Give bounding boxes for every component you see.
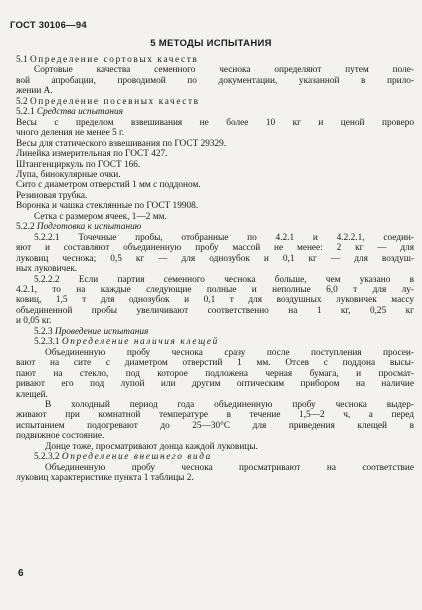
text-line: Объединенную пробу чеснока сразу после поступления просеи- bbox=[45, 347, 414, 358]
text-line: Лупа, бинокулярные очки. bbox=[16, 169, 121, 180]
heading-5-2-1 bbox=[16, 107, 414, 117]
text-line: Объединенную пробу чеснока просматривают на соответствие bbox=[45, 462, 414, 473]
heading-5-2-3-1-num: 5.2.3.1 bbox=[34, 337, 60, 348]
heading-5-2-num: 5.2 bbox=[16, 96, 28, 107]
text-line: яют и составляют объединенную пробу массой не менее: 2 кг — для bbox=[16, 243, 414, 254]
heading-5-2-2 bbox=[16, 222, 414, 232]
text-line: Линейка измерительная по ГОСТ 427. bbox=[16, 149, 168, 160]
heading-5-2-3 bbox=[16, 327, 414, 337]
text-line: ковиц, 1,5 т для однозубок и 0,1 т для воздушных луковичек массу bbox=[16, 295, 414, 306]
section-title: 5 МЕТОДЫ ИСПЫТАНИЯ bbox=[150, 38, 272, 49]
heading-5-1 bbox=[16, 55, 414, 65]
text-line: объединенной пробы увеличивают соответственно на 1 кг, 0,25 кг bbox=[16, 305, 414, 316]
text-line: Донце тоже, просматривают донца каждой луковицы. bbox=[45, 441, 258, 452]
text-line: луковиц чеснока; 0,5 кг — для однозубок и 0,1 кг — для воздуш- bbox=[16, 253, 414, 264]
text-line: подвижное состояние. bbox=[16, 431, 105, 442]
text-line: Сетка с размером ячеек, 1—2 мм. bbox=[34, 211, 167, 222]
heading-5-2-text: Определение посевных качеств bbox=[29, 96, 200, 107]
heading-5-1-num: 5.1 bbox=[16, 55, 28, 65]
text-line: чного деления не менее 5 г. bbox=[16, 128, 125, 139]
text-line: клещей. bbox=[16, 389, 48, 400]
gost-header: ГОСТ 30106—94 bbox=[10, 20, 87, 31]
text-line: пают на стекло, под которое подложена черная бумага, и просмат- bbox=[16, 368, 414, 379]
text-line: Штангенциркуль по ГОСТ 166. bbox=[16, 159, 141, 170]
text-line: жении А. bbox=[16, 86, 53, 97]
page-number: 6 bbox=[18, 568, 24, 579]
text-line: и 0,05 кг. bbox=[16, 316, 52, 327]
text-line: ных луковичек. bbox=[16, 264, 78, 275]
heading-5-1-text: Определение сортовых качеств bbox=[29, 55, 199, 65]
heading-5-2-1-text: Средства испытания bbox=[36, 107, 123, 118]
heading-5-2-2-text: Подготовка к испытанию bbox=[36, 222, 142, 233]
heading-5-2-3-num: 5.2.3 bbox=[34, 326, 53, 337]
text-line: ривают его под лупой или другим оптическим прибором на наличие bbox=[16, 379, 414, 390]
heading-5-2 bbox=[16, 97, 414, 107]
text-line: 4.2.1, то на каждые следующие полные и неполные 6,0 т для лу- bbox=[16, 284, 414, 295]
heading-5-2-3-2-text: Определение внешнего вида bbox=[61, 452, 212, 463]
heading-5-2-3-1 bbox=[16, 337, 414, 347]
heading-5-2-2-num: 5.2.2 bbox=[16, 222, 35, 233]
text-line: Весы для статического взвешивания по ГОСТ 29329. bbox=[16, 138, 227, 149]
text-line: В холодный период года объединенную пробу чеснока выдер- bbox=[45, 399, 414, 410]
document-body bbox=[16, 55, 414, 484]
text-line: Резиновая трубка. bbox=[16, 190, 88, 201]
text-line: Сортовые качества семенного чеснока определяют путем поле- bbox=[34, 65, 414, 76]
text-line: Сито с диаметром отверстий 1 мм с поддоном. bbox=[16, 180, 201, 191]
text-line: 5.2.2.1 Точечные пробы, отобранные по 4.2.1 и 4.2.2.1, соедин- bbox=[34, 232, 414, 243]
heading-5-2-3-2-num: 5.2.3.2 bbox=[34, 452, 60, 463]
text-line: живают при комнатной температуре в течение 1,5—2 ч, а перед bbox=[16, 410, 414, 421]
text-line: 5.2.2.2 Если партия семенного чеснока больше, чем указано в bbox=[34, 274, 414, 285]
text-line: испытанием подогревают до 25—30°С для приведения клещей в bbox=[16, 420, 414, 431]
heading-5-2-3-1-text: Определение наличия клещей bbox=[61, 337, 219, 348]
heading-5-2-3-text: Проведение испытания bbox=[54, 326, 149, 337]
text-line: Весы с пределом взвешивания не более 10 кг и ценой проверо bbox=[16, 117, 414, 128]
text-line: вают на сите с диаметром отверстий 1 мм. Отсев с поддона высы- bbox=[16, 358, 414, 369]
heading-5-2-1-num: 5.2.1 bbox=[16, 107, 35, 118]
heading-5-2-3-2 bbox=[16, 452, 414, 462]
text-line: луковиц характеристике пункта 1 таблицы 2. bbox=[16, 473, 194, 484]
text-line: Воронка и чашка стеклянные по ГОСТ 19908. bbox=[16, 201, 199, 212]
text-line: вой апробации, проводимой по документации, указанной в прило- bbox=[16, 75, 414, 86]
